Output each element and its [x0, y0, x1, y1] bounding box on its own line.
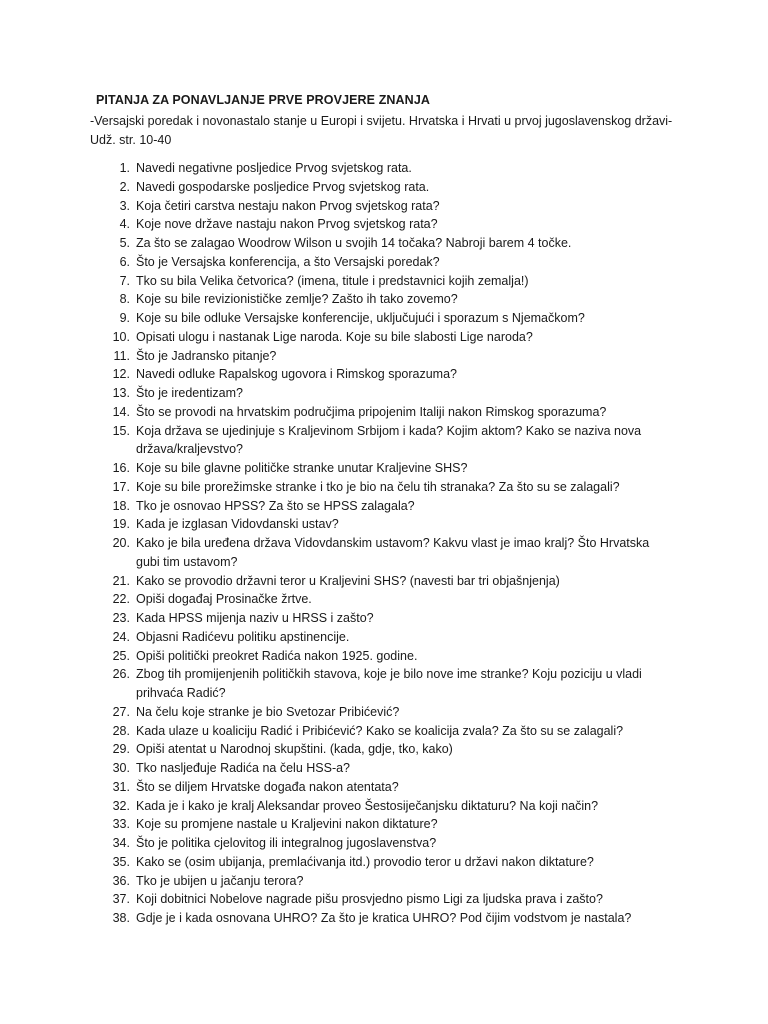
question-number: 8.: [119, 292, 130, 307]
question-number: 31.: [112, 779, 130, 794]
question-item: [0, 534, 768, 572]
question-item: [0, 309, 768, 328]
question-text: Koja država se ujedinjuje s Kraljevinom Srbijom i kada? Kojim aktom? Kako se naziva nova država/kraljevstvo?: [136, 423, 642, 457]
question-number: 21.: [112, 573, 130, 588]
question-item: [0, 403, 768, 422]
question-text: Kada je i kako je kralj Aleksandar proveo Šestosiječanjsku diktaturu? Na koji način?: [136, 798, 599, 813]
question-text: Za što se zalagao Woodrow Wilson u svojih 14 točaka? Nabroji barem 4 točke.: [136, 236, 572, 250]
question-text: Gdje je i kada osnovana UHRO? Za što je kratica UHRO? Pod čijim vodstvom je nastala?: [136, 911, 632, 925]
question-item: [0, 272, 768, 291]
question-text: Koje su promjene nastale u Kraljevini nakon diktature?: [136, 817, 438, 832]
question-text: Koje nove države nastaju nakon Prvog svjetskog rata?: [136, 217, 438, 232]
question-text: Koji dobitnici Nobelove nagrade pišu prosvjedno pismo Ligi za ljudska prava i zašto?: [136, 892, 603, 907]
question-item: [0, 347, 768, 366]
question-number: 28.: [112, 723, 130, 738]
question-text: Opiši atentat u Narodnoj skupštini. (kada, gdje, tko, kako): [136, 742, 453, 757]
question-number: 17.: [112, 479, 130, 494]
question-text: Što je Versajska konferencija, a što Versajski poredak?: [136, 254, 440, 269]
question-text: Tko su bila Velika četvorica? (imena, titule i predstavnici kojih zemalja!): [136, 273, 529, 288]
question-text: Tko je ubijen u jačanju terora?: [136, 873, 304, 888]
question-number: 6.: [119, 254, 130, 269]
question-number: 22.: [112, 592, 130, 607]
question-number: 25.: [112, 648, 130, 663]
question-number: 16.: [112, 461, 130, 475]
question-text: Zbog tih promijenjenih političkih stavova, koje je bilo nove ime stranke? Koju poziciju u vladi prihvaća Radić?: [136, 667, 642, 700]
question-item: [0, 797, 768, 816]
question-item: [0, 215, 768, 234]
question-item: [0, 497, 768, 516]
question-item: [0, 197, 768, 216]
question-text: Tko nasljeđuje Radića na čelu HSS-a?: [136, 761, 351, 775]
question-text: Kako se provodio državni teror u Kraljevini SHS? (navesti bar tri objašnjenja): [136, 573, 560, 588]
question-item: [0, 853, 768, 872]
question-number: 32.: [112, 798, 130, 813]
question-text: Kako se (osim ubijanja, premlaćivanja itd.) provodio teror u državi nakon diktature?: [136, 854, 594, 869]
question-text: Opiši politički preokret Radića nakon 1925. godine.: [136, 648, 418, 663]
question-item: [0, 459, 768, 478]
question-item: [0, 234, 768, 253]
question-number: 27.: [112, 704, 130, 719]
question-item: [0, 703, 768, 722]
document-title: PITANJA ZA PONAVLJANJE PRVE PROVJERE ZNANJA: [96, 93, 430, 107]
question-text: Tko je osnovao HPSS? Za što se HPSS zalagala?: [136, 498, 415, 513]
question-number: 29.: [112, 742, 130, 757]
question-text: Navedi negativne posljedice Prvog svjetskog rata.: [136, 161, 412, 175]
question-item: [0, 478, 768, 497]
question-item: [0, 590, 768, 609]
question-number: 12.: [112, 367, 130, 382]
question-text: Koje su bile prorežimske stranke i tko je bio na čelu tih stranaka? Za što su se zalagali?: [136, 479, 620, 494]
question-number: 15.: [112, 423, 130, 438]
question-text: Objasni Radićevu politiku apstinencije.: [136, 629, 350, 644]
question-number: 3.: [119, 198, 130, 213]
question-number: 2.: [119, 179, 130, 194]
question-text: Koje su bile revizionističke zemlje? Zašto ih tako zovemo?: [136, 292, 458, 307]
question-number: 19.: [112, 517, 130, 532]
question-item: [0, 159, 768, 178]
question-text: Navedi gospodarske posljedice Prvog svjetskog rata.: [136, 179, 430, 194]
question-number: 36.: [112, 873, 130, 888]
question-number: 9.: [119, 311, 130, 325]
question-item: [0, 628, 768, 647]
question-item: [0, 609, 768, 628]
question-number: 5.: [119, 236, 130, 250]
question-text: Opiši događaj Prosinačke žrtve.: [136, 592, 312, 607]
question-item: [0, 778, 768, 797]
question-number: 10.: [112, 329, 130, 344]
question-text: Kada je izglasan Vidovdanski ustav?: [136, 517, 339, 532]
question-item: [0, 328, 768, 347]
question-number: 7.: [119, 273, 130, 288]
question-text: Kada ulaze u koaliciju Radić i Pribićević? Kako se koalicija zvala? Za što su se zalagali?: [136, 723, 624, 738]
question-item: [0, 647, 768, 666]
question-item: [0, 665, 768, 703]
question-number: 1.: [119, 161, 130, 175]
question-item: [0, 872, 768, 891]
question-number: 14.: [112, 404, 130, 419]
question-text: Koje su bile glavne političke stranke unutar Kraljevine SHS?: [136, 461, 468, 475]
question-text: Kako je bila uređena država Vidovdanskim ustavom? Kakvu vlast je imao kralj? Što Hrvatska gubi tim ustavom?: [136, 536, 650, 569]
question-item: [0, 178, 768, 197]
question-list: [0, 159, 768, 928]
question-number: 18.: [112, 498, 130, 513]
question-number: 23.: [112, 611, 130, 625]
question-item: [0, 722, 768, 741]
question-item: [0, 515, 768, 534]
question-item: [0, 365, 768, 384]
question-item: [0, 834, 768, 853]
question-item: [0, 740, 768, 759]
question-item: [0, 384, 768, 403]
question-item: [0, 890, 768, 909]
question-item: [0, 572, 768, 591]
question-number: 38.: [112, 911, 130, 925]
question-item: [0, 909, 768, 928]
question-text: Koja četiri carstva nestaju nakon Prvog svjetskog rata?: [136, 198, 440, 213]
question-number: 33.: [112, 817, 130, 832]
question-number: 30.: [112, 761, 130, 775]
question-text: Na čelu koje stranke je bio Svetozar Pribićević?: [136, 704, 400, 719]
question-text: Navedi odluke Rapalskog ugovora i Rimskog sporazuma?: [136, 367, 458, 382]
question-item: [0, 759, 768, 778]
question-text: Koje su bile odluke Versajske konferencije, uključujući i sporazum s Njemačkom?: [136, 311, 585, 325]
question-item: [0, 290, 768, 309]
question-item: [0, 422, 768, 460]
question-number: 13.: [112, 386, 130, 400]
question-item: [0, 253, 768, 272]
question-number: 34.: [112, 836, 130, 850]
question-number: 4.: [119, 217, 130, 232]
question-text: Što je Jadransko pitanje?: [136, 348, 277, 363]
question-number: 37.: [112, 892, 130, 907]
document-subtitle: -Versajski poredak i novonastalo stanje u Europi i svijetu. Hrvatska i Hrvati u prvoj jugoslavenskog državi- Udž. str. 10-40: [90, 114, 673, 147]
question-number: 11.: [113, 348, 130, 363]
question-text: Što se provodi na hrvatskim područjima pripojenim Italiji nakon Rimskog sporazuma?: [136, 404, 607, 419]
question-number: 35.: [112, 854, 130, 869]
question-text: Što je politika cjelovitog ili integralnog jugoslavenstva?: [136, 836, 437, 850]
question-text: Opisati ulogu i nastanak Lige naroda. Koje su bile slabosti Lige naroda?: [136, 329, 533, 344]
question-number: 26.: [112, 667, 130, 682]
question-number: 24.: [112, 629, 130, 644]
question-item: [0, 815, 768, 834]
question-text: Što je iredentizam?: [136, 386, 244, 400]
question-text: Kada HPSS mijenja naziv u HRSS i zašto?: [136, 611, 374, 625]
question-number: 20.: [112, 536, 130, 550]
question-text: Što se diljem Hrvatske događa nakon atentata?: [136, 779, 399, 794]
